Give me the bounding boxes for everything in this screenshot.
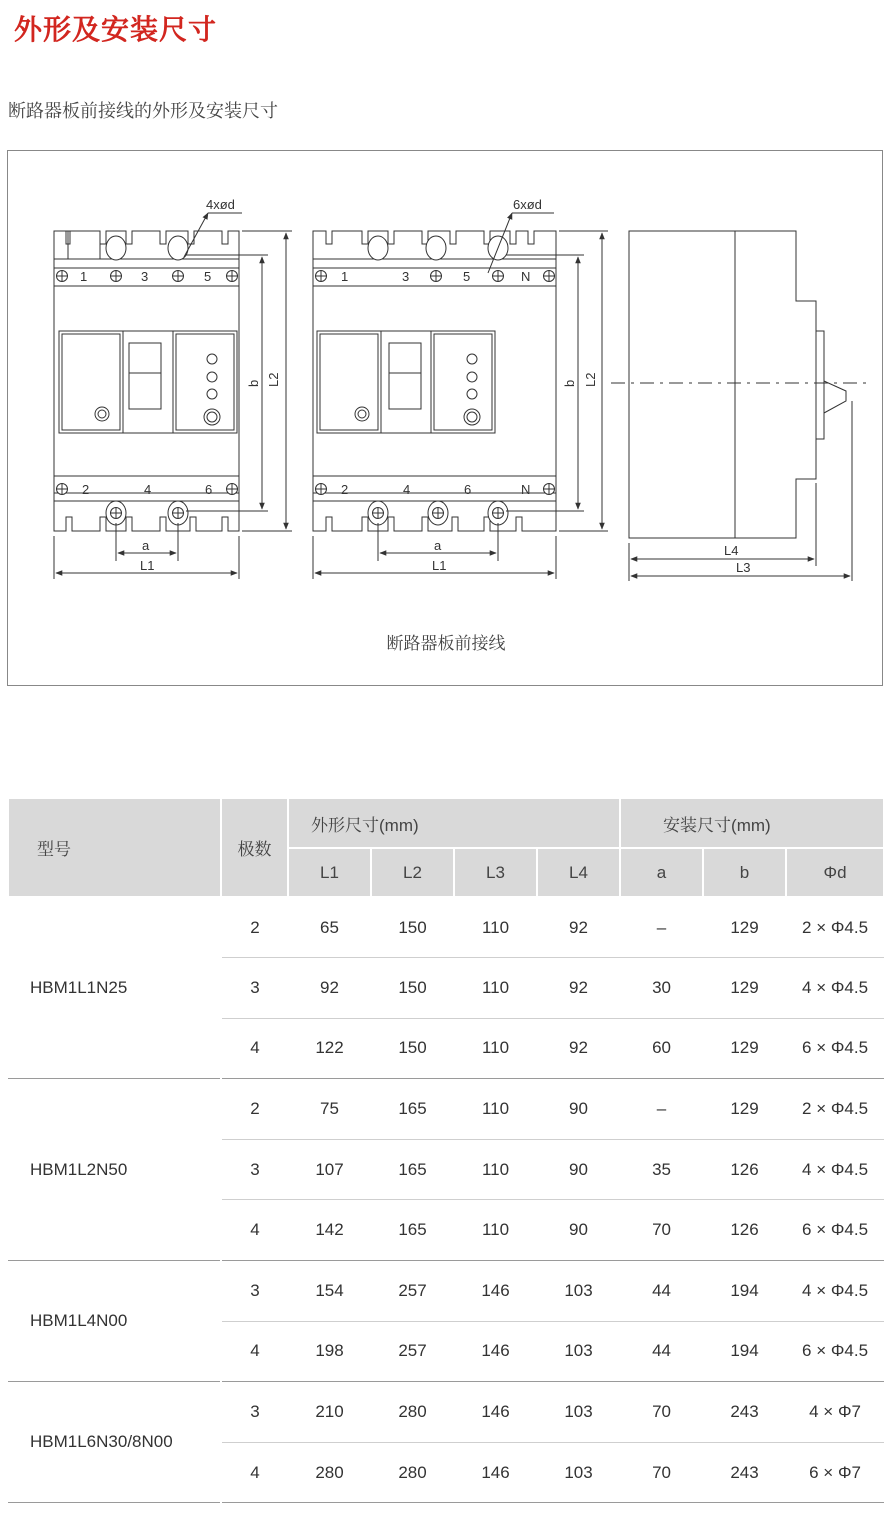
cell-d: 4 × Φ4.5 <box>786 1139 884 1200</box>
cell-poles: 2 <box>221 1079 288 1140</box>
terminal-label: N <box>521 482 531 497</box>
cell-a: 35 <box>620 1139 703 1200</box>
terminal-label: 6 <box>205 482 213 497</box>
cell-L4: 103 <box>537 1442 620 1503</box>
cell-L2: 257 <box>371 1321 454 1382</box>
breaker-side-view <box>611 231 868 581</box>
cell-a: – <box>620 897 703 958</box>
dimension-table <box>7 797 885 1503</box>
terminal-label: 2 <box>341 482 349 497</box>
cell-a: 70 <box>620 1200 703 1261</box>
cell-L2: 280 <box>371 1442 454 1503</box>
dim-label-L2: L2 <box>266 372 281 387</box>
terminal-label: 3 <box>402 269 410 284</box>
header-poles: 极数 <box>221 798 288 897</box>
terminal-label: 5 <box>463 269 471 284</box>
cell-L3: 146 <box>454 1261 537 1322</box>
cell-L4: 92 <box>537 958 620 1019</box>
terminal-label: 4 <box>144 482 152 497</box>
cell-L3: 110 <box>454 897 537 958</box>
cell-L1: 142 <box>288 1200 371 1261</box>
cell-L4: 103 <box>537 1382 620 1443</box>
terminal-label: 2 <box>82 482 90 497</box>
cell-L4: 92 <box>537 897 620 958</box>
cell-L3: 146 <box>454 1442 537 1503</box>
model-cell: HBM1L6N30/8N00 <box>8 1382 221 1503</box>
header-install: 安装尺寸(mm) <box>620 798 884 848</box>
cell-L2: 150 <box>371 897 454 958</box>
model-cell: HBM1L2N50 <box>8 1079 221 1261</box>
cell-L4: 90 <box>537 1079 620 1140</box>
section-subtitle: 断路器板前接线的外形及安装尺寸 <box>8 101 278 122</box>
cell-d: 4 × Φ4.5 <box>786 1261 884 1322</box>
breaker-4p-front-view <box>313 213 608 579</box>
cell-L3: 146 <box>454 1321 537 1382</box>
cell-b: 129 <box>703 958 786 1019</box>
cell-b: 129 <box>703 897 786 958</box>
cell-L3: 146 <box>454 1382 537 1443</box>
cell-L3: 110 <box>454 958 537 1019</box>
cell-a: 70 <box>620 1442 703 1503</box>
dim-label-b: b <box>562 379 577 387</box>
cell-L3: 110 <box>454 1200 537 1261</box>
cell-L4: 103 <box>537 1321 620 1382</box>
cell-d: 6 × Φ4.5 <box>786 1321 884 1382</box>
terminal-label: 4 <box>403 482 411 497</box>
table-row <box>8 897 884 958</box>
dim-label-L1: L1 <box>432 558 447 573</box>
outline-drawing-panel <box>7 150 883 686</box>
cell-a: 70 <box>620 1382 703 1443</box>
cell-L1: 280 <box>288 1442 371 1503</box>
cell-L1: 107 <box>288 1139 371 1200</box>
terminal-label: 1 <box>80 269 88 284</box>
cell-L3: 110 <box>454 1018 537 1079</box>
dim-label-b: b <box>246 379 261 387</box>
cell-b: 194 <box>703 1261 786 1322</box>
hole-label-3p: 4xød <box>206 197 235 212</box>
cell-b: 129 <box>703 1018 786 1079</box>
cell-poles: 4 <box>221 1018 288 1079</box>
cell-L2: 280 <box>371 1382 454 1443</box>
cell-poles: 3 <box>221 1382 288 1443</box>
cell-d: 6 × Φ4.5 <box>786 1018 884 1079</box>
cell-a: – <box>620 1079 703 1140</box>
cell-poles: 4 <box>221 1200 288 1261</box>
cell-L4: 92 <box>537 1018 620 1079</box>
terminal-label: 3 <box>141 269 149 284</box>
header-b: b <box>703 848 786 897</box>
cell-d: 6 × Φ7 <box>786 1442 884 1503</box>
cell-b: 243 <box>703 1382 786 1443</box>
table-row <box>8 1261 884 1322</box>
cell-b: 129 <box>703 1079 786 1140</box>
header-L3: L3 <box>454 848 537 897</box>
cell-L1: 75 <box>288 1079 371 1140</box>
cell-L2: 165 <box>371 1079 454 1140</box>
cell-L2: 257 <box>371 1261 454 1322</box>
header-L4: L4 <box>537 848 620 897</box>
cell-L2: 165 <box>371 1139 454 1200</box>
cell-L3: 110 <box>454 1139 537 1200</box>
cell-a: 30 <box>620 958 703 1019</box>
model-cell: HBM1L4N00 <box>8 1261 221 1382</box>
header-L2: L2 <box>371 848 454 897</box>
cell-L1: 198 <box>288 1321 371 1382</box>
cell-L1: 154 <box>288 1261 371 1322</box>
dim-label-L4: L4 <box>724 543 739 558</box>
cell-poles: 4 <box>221 1442 288 1503</box>
terminal-label: 6 <box>464 482 472 497</box>
cell-b: 194 <box>703 1321 786 1382</box>
model-cell: HBM1L1N25 <box>8 897 221 1079</box>
hole-label-4p: 6xød <box>513 197 542 212</box>
table-row <box>8 1079 884 1140</box>
breaker-outline-drawing <box>8 151 884 687</box>
cell-poles: 2 <box>221 897 288 958</box>
cell-L4: 103 <box>537 1261 620 1322</box>
cell-L1: 65 <box>288 897 371 958</box>
cell-poles: 3 <box>221 1261 288 1322</box>
cell-d: 2 × Φ4.5 <box>786 1079 884 1140</box>
header-outline: 外形尺寸(mm) <box>288 798 620 848</box>
dim-label-L3: L3 <box>736 560 751 575</box>
cell-poles: 3 <box>221 1139 288 1200</box>
cell-a: 60 <box>620 1018 703 1079</box>
cell-b: 243 <box>703 1442 786 1503</box>
dim-label-L1: L1 <box>140 558 155 573</box>
dim-label-a: a <box>434 538 442 553</box>
dimension-table-body <box>8 897 884 1503</box>
cell-L1: 92 <box>288 958 371 1019</box>
cell-L2: 150 <box>371 958 454 1019</box>
dim-label-a: a <box>142 538 150 553</box>
cell-d: 6 × Φ4.5 <box>786 1200 884 1261</box>
cell-b: 126 <box>703 1200 786 1261</box>
cell-L4: 90 <box>537 1139 620 1200</box>
cell-L1: 210 <box>288 1382 371 1443</box>
cell-L4: 90 <box>537 1200 620 1261</box>
cell-b: 126 <box>703 1139 786 1200</box>
terminal-label: 1 <box>341 269 349 284</box>
cell-L2: 150 <box>371 1018 454 1079</box>
header-a: a <box>620 848 703 897</box>
header-model: 型号 <box>8 798 221 897</box>
cell-L3: 110 <box>454 1079 537 1140</box>
breaker-3p-front-view <box>54 213 292 579</box>
cell-a: 44 <box>620 1261 703 1322</box>
header-d: Φd <box>786 848 884 897</box>
cell-d: 2 × Φ4.5 <box>786 897 884 958</box>
cell-poles: 4 <box>221 1321 288 1382</box>
cell-L2: 165 <box>371 1200 454 1261</box>
page-title: 外形及安装尺寸 <box>14 13 218 46</box>
terminal-label: 5 <box>204 269 212 284</box>
drawing-caption: 断路器板前接线 <box>386 634 506 654</box>
header-L1: L1 <box>288 848 371 897</box>
cell-poles: 3 <box>221 958 288 1019</box>
terminal-label: N <box>521 269 531 284</box>
cell-L1: 122 <box>288 1018 371 1079</box>
dim-label-L2: L2 <box>583 372 598 387</box>
cell-a: 44 <box>620 1321 703 1382</box>
cell-d: 4 × Φ4.5 <box>786 958 884 1019</box>
cell-d: 4 × Φ7 <box>786 1382 884 1443</box>
table-row <box>8 1382 884 1443</box>
